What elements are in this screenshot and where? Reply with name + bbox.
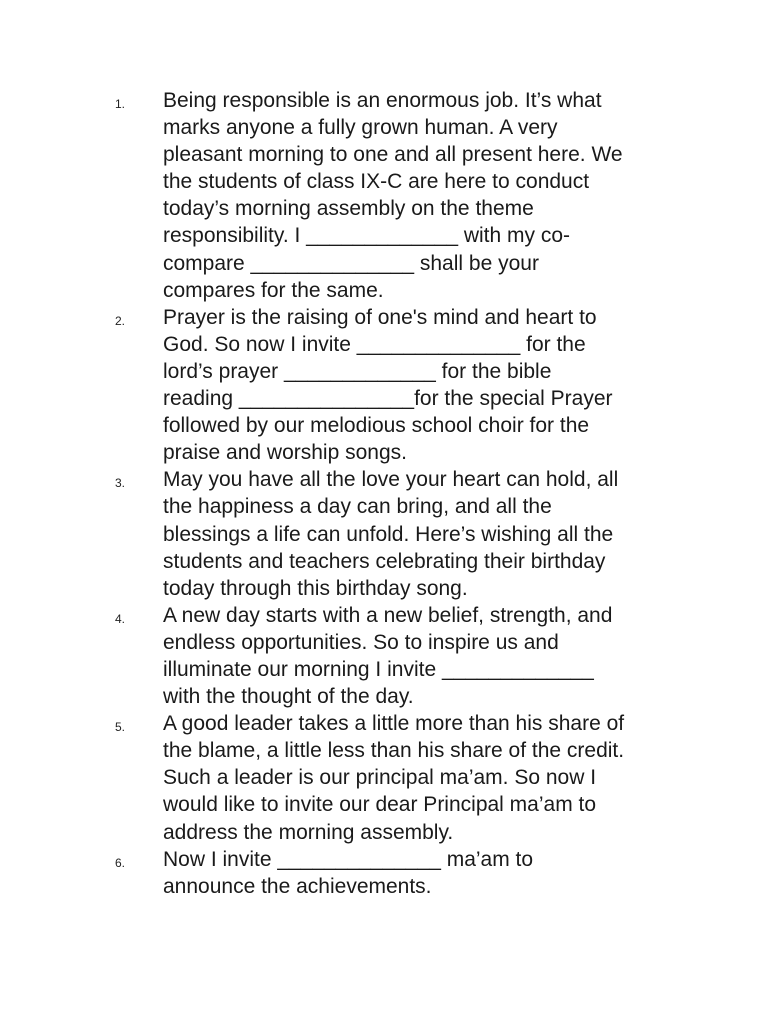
item-number: 5. — [115, 720, 126, 735]
list-item-4 — [0, 602, 768, 710]
item-number: 6. — [115, 855, 126, 870]
item-text — [163, 87, 693, 304]
text-line: Being responsible is an enormous job. It’s what — [163, 89, 602, 112]
item-text — [163, 304, 693, 467]
list-item-3 — [0, 466, 768, 601]
text-line: God. So now I invite ______________ for the — [163, 332, 586, 356]
text-line: address the morning assembly. — [163, 820, 454, 844]
text-line: lord’s prayer _____________ for the bible — [163, 359, 552, 383]
text-line: the happiness a day can bring, and all the — [163, 495, 552, 519]
text-line: with the thought of the day. — [163, 685, 414, 709]
text-line: blessings a life can unfold. Here’s wishing all the — [163, 522, 614, 546]
item-number: 2. — [115, 313, 126, 328]
list-item-6 — [0, 846, 768, 900]
item-number: 4. — [115, 611, 126, 626]
text-line: compares for the same. — [163, 278, 384, 302]
text-line: compare ______________ shall be your — [163, 251, 539, 275]
text-line: reading _______________for the special Prayer — [163, 387, 613, 411]
text-line: A good leader takes a little more than his share of — [163, 712, 625, 736]
item-text — [163, 710, 693, 845]
text-line: marks anyone a fully grown human. A very — [163, 116, 558, 140]
text-line: May you have all the love your heart can hold, all — [163, 468, 619, 492]
text-line: Such a leader is our principal ma’am. So now I — [163, 766, 597, 790]
item-text — [163, 466, 693, 601]
text-line: Prayer is the raising of one's mind and heart to — [163, 305, 597, 329]
text-line: responsibility. I _____________ with my co- — [163, 224, 571, 248]
item-text — [163, 602, 693, 710]
text-line: announce the achievements. — [163, 874, 432, 898]
item-number: 3. — [115, 476, 126, 491]
text-line: followed by our melodious school choir for the — [163, 414, 590, 438]
text-line: endless opportunities. So to inspire us and — [163, 630, 559, 654]
list-item-1 — [0, 87, 768, 304]
text-line: students and teachers celebrating their birthday — [163, 549, 606, 573]
text-line: A new day starts with a new belief, strength, and — [163, 603, 613, 627]
text-line: today’s morning assembly on the theme — [163, 197, 534, 221]
text-line: would like to invite our dear Principal ma’am to — [163, 793, 597, 817]
text-line: Now I invite ______________ ma’am to — [163, 847, 534, 871]
numbered-list — [0, 87, 768, 900]
list-item-2 — [0, 304, 768, 467]
text-line: pleasant morning to one and all present here. We — [163, 143, 623, 167]
item-text — [163, 846, 693, 900]
text-line: illuminate our morning I invite _____________ — [163, 657, 594, 681]
item-number: 1. — [115, 97, 126, 111]
text-line: the blame, a little less than his share of the credit. — [163, 739, 625, 763]
text-line: praise and worship songs. — [163, 441, 407, 465]
text-line: the students of class IX-C are here to conduct — [163, 170, 590, 194]
list-item-5 — [0, 710, 768, 845]
text-line: today through this birthday song. — [163, 576, 468, 600]
